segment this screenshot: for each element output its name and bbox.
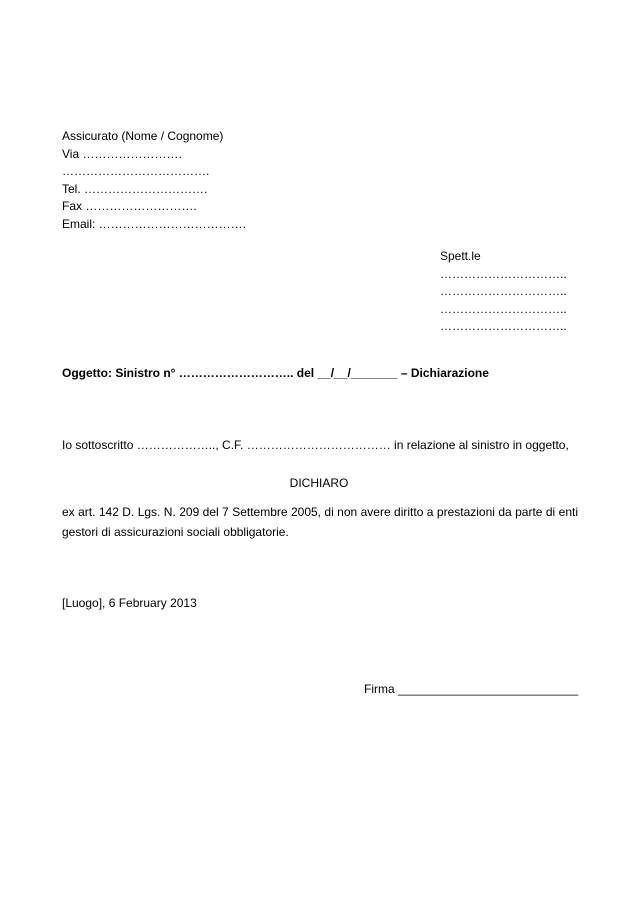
fax-line: Fax ………………………. — [62, 199, 197, 214]
declarant-line: Io sottoscritto ……………….., C.F. ……………………………… in relazione al sinistro in oggetto, — [62, 438, 569, 452]
address-line-2: ………………………………. — [62, 164, 210, 179]
declaration-statement: ex art. 142 D. Lgs. N. 209 del 7 Settembre 2005, di non avere diritto a prestazioni da parte di enti gestori di assicurazioni sociali obbligatorie. — [62, 505, 578, 539]
signature-line: Firma ___________________________ — [364, 682, 579, 696]
sender-block — [62, 128, 246, 234]
recipient-line: ………………………….. — [440, 284, 567, 299]
street-line: Via ……………………. — [62, 146, 182, 161]
recipient-line: ………………………….. — [440, 319, 567, 334]
email-line: Email: ………………………………. — [62, 216, 247, 231]
place-date-line: [Luogo], 6 February 2013 — [62, 596, 197, 610]
telephone-line: Tel. …………………………. — [62, 181, 208, 196]
insured-name-label: Assicurato (Nome / Cognome) — [62, 129, 224, 143]
declaration-heading: DICHIARO — [289, 476, 349, 490]
recipient-line: ………………………….. — [440, 266, 567, 281]
subject-line: Oggetto: Sinistro n° ……………………….. del __/__/_______ – Dichiarazione — [62, 366, 489, 380]
recipient-salutation: Spett.le — [440, 249, 481, 263]
recipient-line: ………………………….. — [440, 301, 567, 316]
recipient-block — [440, 248, 567, 336]
